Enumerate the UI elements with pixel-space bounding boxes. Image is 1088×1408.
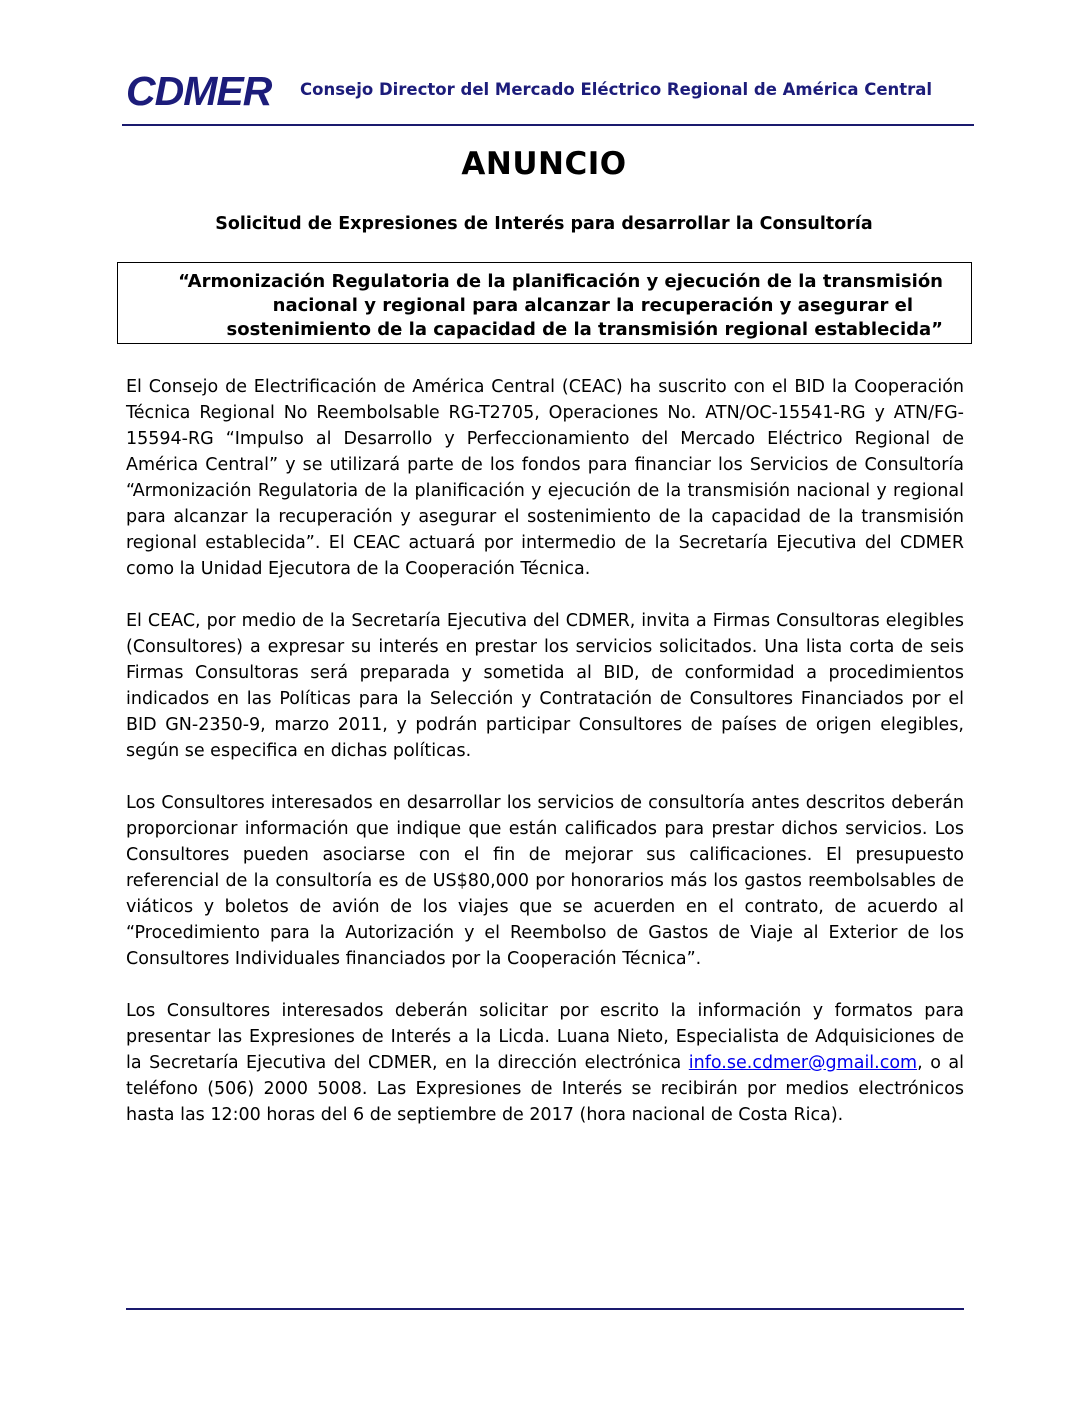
footer-divider: [126, 1308, 964, 1310]
consultancy-title-line-3: sostenimiento de la capacidad de la transmisión regional establecida”: [226, 319, 943, 340]
paragraph-2: El CEAC, por medio de la Secretaría Ejecutiva del CDMER, invita a Firmas Consultoras elegibles (Consultores) a expresar su interés en prestar los servicios solicitados. Una lista corta de seis Firmas Consultoras será preparada y sometida al BID, de conformidad a procedimientos indicados en las Políticas para la Selección y Contratación de Consultores Financiados por el BID GN-2350-9, marzo 2011, y podrán participar Consultores de países de origen elegibles, según se especifica en dichas políticas.: [126, 611, 964, 761]
announcement-body: [126, 374, 964, 1154]
paragraph-3: Los Consultores interesados en desarrollar los servicios de consultoría antes descritos deberán proporcionar información que indique que están calificados para prestar dichos servicios. Los Consultores pueden asociarse con el fin de mejorar sus calificaciones. El presupuesto referencial de la consultoría es de US$80,000 por honorarios más los gastos reembolsables de viáticos y boletos de avión de los viajes que se acuerden en el contrato, de acuerdo al “Procedimiento para la Autorización y el Reembolso de Gastos de Viaje al Exterior de los Consultores Individuales financiados por la Cooperación Técnica”.: [126, 793, 964, 969]
organization-name: Consejo Director del Mercado Eléctrico Regional de América Central: [300, 80, 933, 99]
contact-email-link[interactable]: info.se.cdmer@gmail.com: [688, 1053, 918, 1073]
paragraph-1: El Consejo de Electrificación de América Central (CEAC) ha suscrito con el BID la Cooperación Técnica Regional No Reembolsable RG-T2705, Operaciones No. ATN/OC-15541-RG y ATN/FG-15594-RG “Impulso al Desarrollo y Perfeccionamiento del Mercado Eléctrico Regional de América Central” y se utilizará parte de los fondos para financiar los Servicios de Consultoría “Armonización Regulatoria de la planificación y ejecución de la transmisión nacional y regional para alcanzar la recuperación y asegurar el sostenimiento de la capacidad de la transmisión regional establecida”. El CEAC actuará por intermedio de la Secretaría Ejecutiva del CDMER como la Unidad Ejecutora de la Cooperación Técnica.: [126, 377, 964, 579]
paragraph-4: [126, 998, 964, 1128]
consultancy-title-box: [117, 262, 972, 344]
letterhead: [122, 70, 974, 126]
consultancy-title-line-1: “Armonización Regulatoria de la planificación y ejecución de la transmisión: [178, 271, 943, 292]
cdmer-logo: CDMER: [126, 68, 272, 114]
paragraph-4-intro: Los Consultores interesados deberán solicitar por escrito la información y formatos para presentar las Expresiones de Interés a la Licda. Luana Nieto, Especialista de Adquisiciones de la Secretaría Ejecutiva del CDMER, en la dirección electrónica: [126, 1001, 964, 1073]
paragraph-4-closing: , o al teléfono (506) 2000 5008. Las Expresiones de Interés se recibirán por medios electrónicos hasta las 12:00 horas del 6 de septiembre de 2017 (hora nacional de Costa Rica).: [126, 1053, 964, 1125]
document-title: ANUNCIO: [461, 146, 627, 182]
consultancy-title-line-2: nacional y regional para alcanzar la recuperación y asegurar el: [272, 295, 913, 316]
document-subtitle: Solicitud de Expresiones de Interés para desarrollar la Consultoría: [215, 214, 873, 234]
